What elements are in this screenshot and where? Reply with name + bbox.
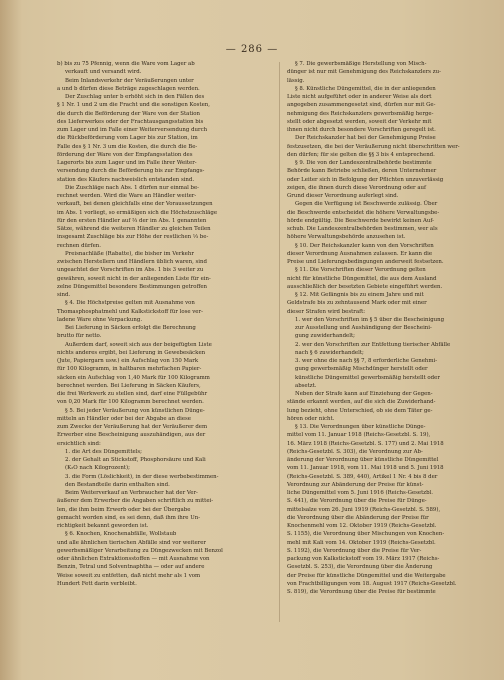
text-line: hörde endgültig. Die Beschwerde bewirkt keinen Auf-	[287, 217, 434, 224]
text-line: lässig.	[287, 77, 305, 84]
text-line: gemacht worden sind, es sei denn, daß ihm ihre Un-	[57, 514, 201, 521]
text-line: Der Zuschlag unter b erhöht sich in den Fällen des	[65, 94, 205, 100]
text-line: ihnen nicht durch besondere Vorschriften geregelt ist.	[287, 127, 436, 133]
text-line: richtigkeit bekannt geworden ist.	[57, 523, 149, 529]
text-line: ladene Ware ohne Verpackung.	[57, 316, 143, 323]
right-text-column	[287, 60, 500, 596]
text-line: zeigen, die ihnen durch diese Verordnung oder auf	[287, 184, 427, 191]
text-line: die Rückbeförderung vom Lager bis zur Station, im	[57, 135, 198, 142]
text-line: 3. die Form (Löslichkeit), in der diese werbebestimmen-	[65, 473, 219, 480]
text-line: gung zuwiderhandelt;	[295, 333, 355, 340]
text-line: Preisnachläße (Rabatte), die bisher im Verkehr	[65, 250, 194, 257]
text-line: Benzin, Tetral und Solventnaphtha — oder auf andere	[57, 564, 205, 571]
text-line: (Reichs-Gesetzbl. S. 303), die Verordnung zur Ab-	[287, 448, 423, 455]
text-line: station des Käufers nachweislich entstanden sind.	[57, 176, 195, 183]
text-line: 3. wer ohne die nach §§ 7, 8 erforderliche Genehmi-	[295, 358, 438, 364]
text-line: § 9. Die von der Landeszentralbehörde bestimmte	[295, 160, 432, 166]
text-line: nichts anderes ergibt, bei Lieferung in Gewebesäcken	[57, 349, 206, 356]
text-line: gung gewerbsmäßig Mischdünger herstellt oder	[295, 366, 428, 373]
text-line: § 10. Der Reichskanzler kann von den Vorschriften	[295, 242, 434, 249]
text-line: rechnen dürfen.	[57, 242, 101, 249]
text-line: Preise und Lieferungsbedingungen anderweit festsetzen.	[287, 259, 444, 265]
text-line: a und b dürfen diese Beträge zugeschlagen werden.	[57, 85, 200, 92]
text-line: (K₂O nach Kilogrozent);	[65, 465, 130, 472]
text-line: von Frachtbilligungen vom 18. August 1917 (Reichs-Gesetzbl.	[287, 580, 457, 587]
text-line: zwischen Herstellern und Händlern üblich waren, sind	[57, 259, 207, 265]
text-line: verkauft, bei denen gleichfalls eine der Voraussetzungen	[57, 201, 213, 208]
text-line: gewerbsmäßiger Verarbeitung zu Düngezwecken mit Benzol	[57, 547, 223, 554]
text-line: Gesetzbl. S. 253), die Verordnung über die Änderung	[287, 564, 433, 571]
text-line: sind.	[57, 292, 71, 298]
text-line: gewähren, soweit nicht in der anliegenden Liste für ein-	[57, 275, 211, 282]
text-line: packung von Kalkstickstoff vom 19. März 1917 (Reichs-	[287, 556, 440, 562]
text-line: dieser Strafen wird bestraft:	[287, 308, 366, 315]
text-line: ersichtlich sind:	[57, 440, 101, 447]
text-line: zur Ausstellung und Aushändigung der Bescheini-	[295, 325, 432, 331]
text-line: (Jute, Papiergarn usw.) ein Aufschlag von 150 Mark	[57, 358, 199, 364]
text-line: Liste nicht aufgeführt oder in anderer Weise als dort	[287, 94, 432, 100]
text-line: des Lieferwerkes oder der Frachtausgangsstation bis	[57, 118, 204, 125]
text-line: Hundert Fett darin verbleibt.	[57, 580, 137, 587]
text-line: Gegen die Verfügung ist Beschwerde zulässig. Über	[295, 201, 438, 208]
text-line: Außerdem darf, soweit sich aus der beigefügten Liste	[65, 341, 212, 348]
text-line: von 0,20 Mark für 100 Kilogramm berechnet werden.	[57, 399, 204, 406]
text-line: § 13. Die Verordnungen über künstliche Dünge-	[295, 424, 426, 430]
text-line: Bei Lieferung in Säcken erfolgt die Berechnung	[65, 325, 196, 331]
text-line: Neben der Strafe kann auf Einziehung der Gegen-	[295, 391, 433, 397]
text-line: S. 1192), die Verordnung über die Preise für Ver-	[287, 547, 422, 554]
text-line: § 7. Die gewerbsmäßige Herstellung von Misch-	[295, 61, 427, 67]
text-line: insgesamt Zuschläge bis zur Höhe der restlichen ⅓ be-	[57, 234, 209, 241]
text-line: oder ähnlichen Extraktionsstoffen — mit Ausnahme von	[57, 556, 210, 562]
text-line: Verordnung zur Abänderung der Preise für künst-	[287, 481, 424, 488]
text-line: ausschließlich der besetzten Gebiete eingeführt werden.	[287, 283, 443, 290]
text-line: Der Reichskanzler hat bei der Genehmigung Preise	[295, 135, 436, 142]
text-line: Thomasphosphatmehl und Kalkstickstoff für lose ver-	[57, 308, 203, 315]
text-line: Beim Weiterverkauf an Verbraucher hat der Ver-	[65, 490, 198, 496]
text-line: § 8. Künstliche Düngemittel, die in der anliegenden	[295, 85, 436, 92]
text-line: b) bis zu 75 Pfennig, wenn die Ware vom Lager ab	[57, 61, 195, 67]
text-line: mittel vom 11. Januar 1918 (Reichs-Gesetzbl. S. 19),	[287, 432, 431, 439]
text-line: Erwerber eine Bescheinigung auszuhändigen, aus der	[57, 432, 206, 439]
text-line: der Preise für künstliche Düngemittel und die Weitergabe	[287, 572, 446, 579]
text-line: zum Lager und im Falle einer Weiterversendung durch	[57, 127, 208, 133]
text-line: berechnet werden. Bei Lieferung in Säcken Käufers,	[57, 382, 201, 389]
text-line: ungeachtet der Vorschriften im Abs. 1 bis 3 weiter zu	[57, 267, 204, 274]
left-text-column	[57, 60, 270, 588]
text-line: nach § 6 zuwiderhandelt;	[295, 349, 364, 356]
page-number: — 286 —	[225, 44, 279, 55]
text-line: und alle ähnlichen tierischen Abfälle sind vor weiterer	[57, 539, 207, 546]
text-line: liche Düngemittel vom 5. Juni 1916 (Reichs-Gesetzbl.	[287, 490, 433, 496]
text-line: 1. die Art des Düngemittels;	[65, 448, 142, 455]
text-line: Beim Inlandsverkehr der Veräußerungen unter	[65, 77, 194, 84]
text-line: S. 819), die Verordnung über die Preise für bestimmte	[287, 589, 436, 595]
text-line: festzusetzen, die bei der Veräußerung nicht überschritten wer-	[287, 143, 460, 150]
text-line: mitteln an Händler oder bei der Abgabe an diese	[57, 415, 191, 422]
column-divider	[279, 62, 280, 622]
text-line: höhere Verwaltungsbehörde anzusehen ist.	[287, 234, 406, 241]
text-line: 2. der Gehalt an Stickstoff, Phosphorsäure und Kali	[65, 457, 206, 463]
text-line: lung bezieht, ohne Unterschied, ob sie dem Täter ge-	[287, 407, 433, 414]
text-line: zum Zwecke der Veräußerung hat der Veräußerer dem	[57, 424, 208, 430]
text-line: förderung der Ware von der Empfangsstation des	[57, 151, 193, 158]
text-line: stände erkannt werden, auf die sich die Zuwiderhand-	[287, 399, 436, 406]
text-line: rechnet werden. Wird die Ware an Händler weiter-	[57, 193, 197, 199]
text-line: die frei Werkwerk zu stellen sind, darf eine Füllgebühr	[57, 391, 208, 397]
text-line: oder Leiter sich in Befolgung der Pflichten unzuverlässig	[287, 176, 444, 183]
text-line: den dürfen; für sie gelten die §§ 3 bis 4 entsprechend.	[287, 151, 435, 158]
text-line: versendung durch die Beförderung bis zur Empfangs-	[57, 168, 205, 175]
text-line: mittelsalze vom 26. Juni 1919 (Reichs-Gesetzbl. S. 589),	[287, 506, 441, 513]
text-line: Die Zuschläge nach Abs. 1 dürfen nur einmal be-	[65, 184, 200, 191]
text-line: Knochenmehl vom 12. Oktober 1919 (Reichs-Gesetzbl.	[287, 523, 437, 529]
text-line: Geldstrafe bis zu zehntausend Mark oder mit einer	[287, 300, 427, 307]
text-line: vom 11. Januar 1918, vom 11. Mai 1918 und 5. Juni 1918	[287, 465, 444, 472]
text-line: äußerer dem Erwerber die Angaben schriftlich zu mittei-	[57, 498, 214, 505]
text-line: 2. wer den Vorschriften zur Entfettung tierischer Abfälle	[295, 341, 451, 348]
text-line: die Beschwerde entscheidet die höhere Verwaltungsbe-	[287, 209, 440, 216]
text-line: nehmigung des Reichskanzlers gewerbsmäßig herge-	[287, 110, 434, 117]
text-line: stellt oder abgesetzt werden, soweit der Verkehr mit	[287, 118, 432, 125]
text-line: § 5. Bei jeder Veräußerung von künstlichen Dünge-	[65, 407, 205, 414]
text-line: die Verordnung über die Abänderung der Preise für	[287, 514, 429, 521]
text-line: künstliche Düngemittel gewerbsmäßig herstellt oder	[295, 374, 440, 381]
text-line: S. 1155), die Verordnung über Mischungen von Knochen-	[287, 531, 445, 538]
text-line: den Bestandteile darin enthalten sind.	[65, 481, 170, 488]
text-line: im Abs. 1 vorliegt, so ermäßigen sich die Höchstzuschläge	[57, 209, 218, 216]
text-line: mehl mit Kali vom 14. Oktober 1919 (Reichs-Gesetzbl.	[287, 539, 436, 546]
text-line: § 12. Mit Gefängnis bis zu einem Jahre und mit	[295, 292, 424, 298]
text-line: nicht für künstliche Düngemittel, die aus dem Ausland	[287, 275, 437, 282]
text-line: absetzt.	[295, 382, 317, 389]
text-line: Sätze, während die weiteren Händler zu gleichen Teilen	[57, 226, 211, 232]
text-line: S. 441), die Verordnung über die Preise für Dünge-	[287, 498, 427, 505]
text-line: zelne Düngemittel besondere Bestimmungen getroffen	[57, 283, 208, 290]
text-line: 1. wer den Vorschriften im § 5 über die Bescheinigung	[295, 316, 445, 323]
text-line: Weise soweit zu entfetten, daß nicht mehr als 1 vom	[57, 572, 201, 579]
text-line: len, die ihm beim Erwerb oder bei der Übergabe	[57, 506, 191, 513]
text-line: Behörde kann Betriebe schließen, deren Unternehmer	[287, 168, 437, 175]
text-line: die durch die Beförderung der Ware von der Station	[57, 110, 200, 117]
text-line: schub. Die Landeszentralbehörden bestimmen, wer als	[287, 226, 438, 232]
text-line: brutto für netto.	[57, 333, 102, 340]
text-line: Falle des § 1 Nr. 3 um die Kosten, die durch die Be-	[57, 143, 198, 150]
text-line: Grund dieser Verordnung auferlegt sind.	[287, 193, 399, 199]
text-line: § 6. Knochen, Knochenabfälle, Wollstaub	[65, 531, 177, 538]
text-line: 16. März 1918 (Reichs-Gesetzbl. S. 177) und 2. Mai 1918	[287, 440, 444, 447]
text-line: säcken ein Aufschlag von 1,40 Mark für 100 Kilogramm	[57, 374, 210, 381]
text-line: dieser Verordnung Ausnahmen zulassen. Er kann die	[287, 250, 433, 257]
text-line: änderung der Verordnung über künstliche Düngemittel	[287, 457, 439, 463]
text-line: verkauft und versandt wird.	[65, 69, 142, 76]
text-line: (Reichs-Gesetzbl. S. 389, 440), Artikel 1 Nr. 4 bis 8 der	[287, 473, 438, 480]
text-line: angegeben zusammengesetzt sind, dürfen nur mit Ge-	[287, 102, 436, 109]
text-line: § 4. Die Höchstpreise gelten mit Ausnahme von	[65, 300, 195, 307]
text-line: hören oder nicht.	[287, 415, 335, 422]
text-line: für 100 Kilogramm, in haltbaren mehrfachen Papier-	[57, 366, 202, 373]
text-line: § 1 Nr. 1 und 2 um die Fracht und die sonstigen Kosten,	[57, 102, 210, 109]
text-line: § 11. Die Vorschriften dieser Verordnung gelten	[295, 267, 426, 274]
text-line: Lagerorts bis zum Lager und im Falle ihrer Weiter-	[57, 160, 197, 166]
text-line: dünger ist nur mit Genehmigung des Reichskanzlers zu-	[287, 69, 441, 76]
text-line: für den ersten Händler auf ⅔ der im Abs. 1 genannten	[57, 217, 207, 224]
